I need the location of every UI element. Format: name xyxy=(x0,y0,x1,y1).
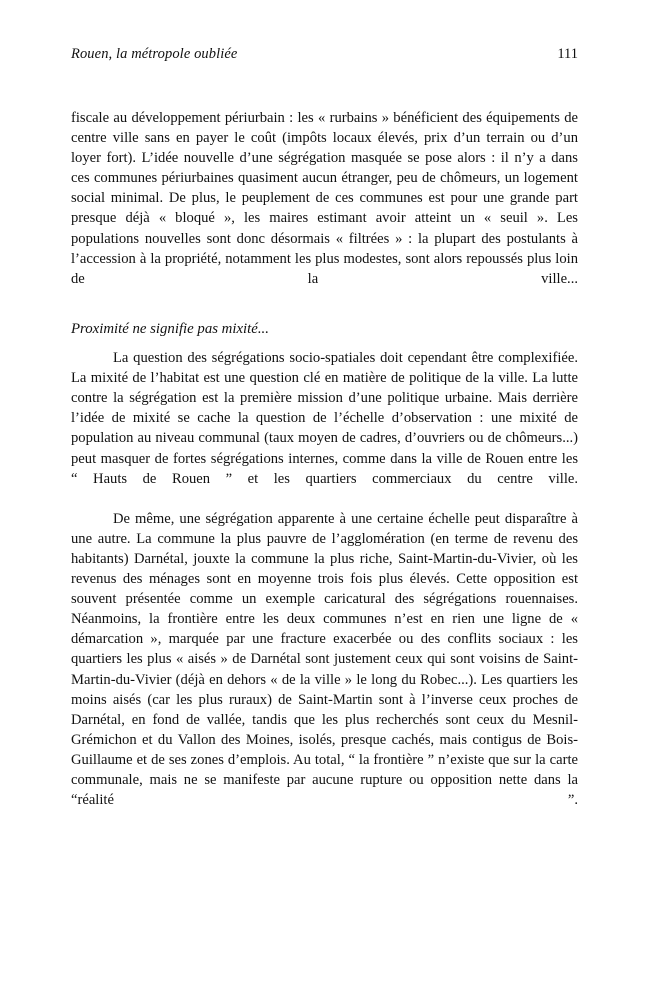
body-paragraph-2: La question des ségrégations socio-spatiales doit cependant être complexifiée. La mixité de l’habitat est une question clé en matière de politique de la ville. La lutte contre la ségrégation est la première mission d’une politique urbaine. Mais derrière l’idée de mixité se cache la question de l’échelle d’observation : une mixité de population au niveau communal (taux moyen de cadres, d’ouvriers ou de chômeurs...) peut masquer de fortes ségrégations internes, comme dans la ville de Rouen entre les “ Hauts de Rouen ” et les quartiers commerciaux du centre ville. xyxy=(71,350,578,487)
running-head-title: Rouen, la métropole oubliée xyxy=(71,46,238,62)
body-paragraph-1: fiscale au développement périurbain : les « rurbains » bénéficient des équipements de centre ville sans en payer le coût (impôts locaux élevés, prix d’un terrain ou d’un loyer fort). L’idée nouvelle d’une ségrégation masquée se pose alors : il n’y a dans ces communes périurbaines quasiment aucun étranger, peu de chômeurs, un logement social minimal. De plus, le peuplement de ces communes est pour une grande part presque déjà « bloqué », les maires estimant avoir atteint un « seuil ». Les populations nouvelles sont donc désormais « filtrées » : la plupart des postulants à l’accession à la propriété, notamment les plus modestes, sont alors repoussés plus loin de la ville... xyxy=(71,110,578,287)
running-head xyxy=(71,44,578,64)
section-subheading: Proximité ne signifie pas mixité... xyxy=(71,320,269,337)
page-content xyxy=(71,44,578,830)
body-paragraph-3: De même, une ségrégation apparente à une certaine échelle peut disparaître à une autre. La commune la plus pauvre de l’agglomération (en terme de revenu des habitants) Darnétal, jouxte la commune la plus riche, Saint-Martin-du-Vivier, où les revenus des ménages sont en moyenne trois fois plus élevés. Cette opposition est souvent présentée comme un exemple caricatural des ségrégations rouennaises. Néanmoins, la frontière entre les deux communes n’est en rien une ligne de « démarcation », marquée par une fracture exacerbée ou des conflits sociaux : les quartiers les plus « aisés » de Darnétal sont justement ceux qui sont voisins de Saint-Martin-du-Vivier (déjà en dehors « de la ville » le long du Robec...). Les quartiers les moins aisés (car les plus ruraux) de Saint-Martin sont à l’inverse ceux proches de Darnétal, en fond de vallée, tandis que les plus recherchés sont ceux du Mesnil-Grémichon et du Vallon des Moines, isolés, presque cachés, mais contigus de Bois-Guillaume et de ses zones d’emplois. Au total, “ la frontière ” n’existe que sur la carte communale, mais ne se manifeste par aucune rupture ou opposition nette dans la “réalité ”. xyxy=(71,510,578,809)
page-number: 111 xyxy=(557,46,578,62)
